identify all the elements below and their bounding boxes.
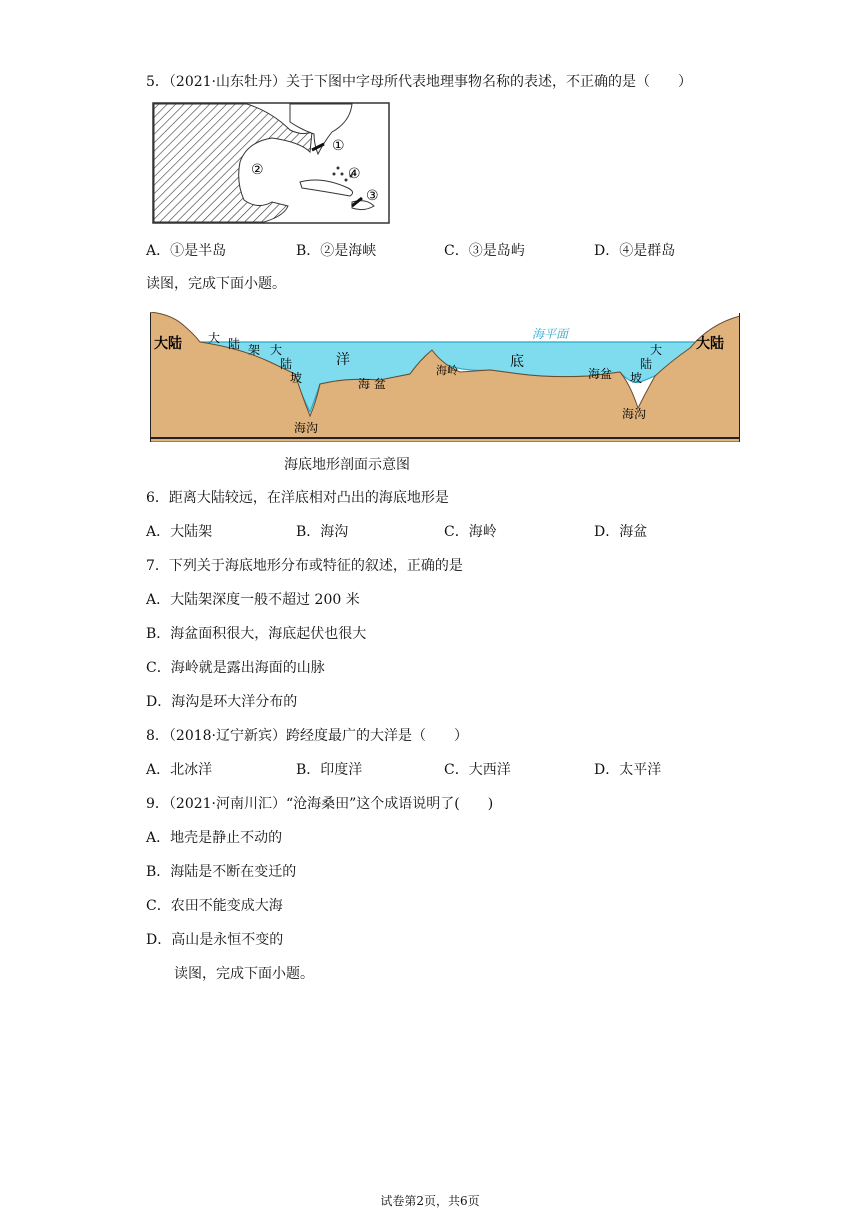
label-basin-left: 海 盆 xyxy=(358,377,386,391)
q8-options xyxy=(146,760,786,780)
q8-option-a[interactable]: A．北冰洋 xyxy=(146,762,213,778)
seafloor-profile-diagram xyxy=(150,312,740,442)
q6-option-b[interactable]: B．海沟 xyxy=(296,524,349,540)
label-sea-level: 海平面 xyxy=(532,327,569,341)
map-marker-3: ③ xyxy=(366,188,379,204)
q8-option-b[interactable]: B．印度洋 xyxy=(296,762,363,778)
q6-stem: 6．距离大陆较远，在洋底相对凸出的海底地形是 xyxy=(146,490,449,506)
q5-map xyxy=(152,102,390,224)
map-marker-1: ① xyxy=(332,138,345,154)
q5-option-d[interactable]: D．④是群岛 xyxy=(594,243,676,259)
label-basin-right: 海盆 xyxy=(588,367,613,381)
label-trench-right: 海沟 xyxy=(622,407,647,421)
label-ocean: 洋 xyxy=(336,352,350,368)
label-slope-right-1: 大 xyxy=(650,343,663,357)
q7-option-b[interactable]: B．海盆面积很大，海底起伏也很大 xyxy=(146,626,367,642)
q9-option-a[interactable]: A．地壳是静止不动的 xyxy=(146,830,283,846)
q6-option-a[interactable]: A．大陆架 xyxy=(146,524,213,540)
map-marker-4: ④ xyxy=(348,166,361,182)
q5-options xyxy=(146,241,786,261)
label-slope-left-3: 坡 xyxy=(290,371,303,385)
q9-stem: 9．（2021·河南川汇）“沧海桑田”这个成语说明了( ) xyxy=(146,796,494,812)
diagram-caption: 海底地形剖面示意图 xyxy=(284,457,410,473)
label-slope-right-3: 坡 xyxy=(630,371,643,385)
q6-option-d[interactable]: D．海盆 xyxy=(594,524,648,540)
q8-stem: 8．（2018·辽宁新宾）跨经度最广的大洋是（ ） xyxy=(146,728,468,744)
label-land-right: 大陆 xyxy=(696,336,724,352)
q5-option-c[interactable]: C．③是岛屿 xyxy=(444,243,525,259)
label-shelf-3: 架 xyxy=(248,343,261,357)
label-bottom: 底 xyxy=(510,354,524,370)
label-shelf-1: 大 xyxy=(208,331,221,345)
q5-stem: 5．（2021·山东牡丹）关于下图中字母所代表地理事物名称的表述，不正确的是（ ） xyxy=(146,74,692,90)
label-slope-right-2: 陆 xyxy=(640,357,653,371)
label-ridge: 海岭 xyxy=(436,364,458,377)
q9-option-d[interactable]: D．高山是永恒不变的 xyxy=(146,932,284,948)
read-instruction-2: 读图，完成下面小题。 xyxy=(174,966,314,982)
label-trench-left: 海沟 xyxy=(294,421,319,435)
q7-option-a[interactable]: A．大陆架深度一般不超过 200 米 xyxy=(146,592,360,608)
page-footer: 试卷第2页，共6页 xyxy=(380,1194,480,1208)
q9-option-b[interactable]: B．海陆是不断在变迁的 xyxy=(146,864,297,880)
q5-option-a[interactable]: A．①是半岛 xyxy=(146,243,227,259)
q9-option-c[interactable]: C．农田不能变成大海 xyxy=(146,898,283,914)
label-slope-left-1: 大 xyxy=(270,343,283,357)
q7-option-d[interactable]: D．海沟是环大洋分布的 xyxy=(146,694,298,710)
q8-option-c[interactable]: C．大西洋 xyxy=(444,762,511,778)
q6-options xyxy=(146,522,786,542)
q5-option-b[interactable]: B．②是海峡 xyxy=(296,243,377,259)
q6-option-c[interactable]: C．海岭 xyxy=(444,524,497,540)
label-shelf-2: 陆 xyxy=(228,337,241,351)
q7-option-c[interactable]: C．海岭就是露出海面的山脉 xyxy=(146,660,325,676)
read-instruction-1: 读图，完成下面小题。 xyxy=(146,276,286,292)
label-land-left: 大陆 xyxy=(154,336,182,352)
label-slope-left-2: 陆 xyxy=(280,357,293,371)
map-marker-2: ② xyxy=(251,162,264,178)
q8-option-d[interactable]: D．太平洋 xyxy=(594,762,662,778)
q7-stem: 7．下列关于海底地形分布或特征的叙述，正确的是 xyxy=(146,558,463,574)
